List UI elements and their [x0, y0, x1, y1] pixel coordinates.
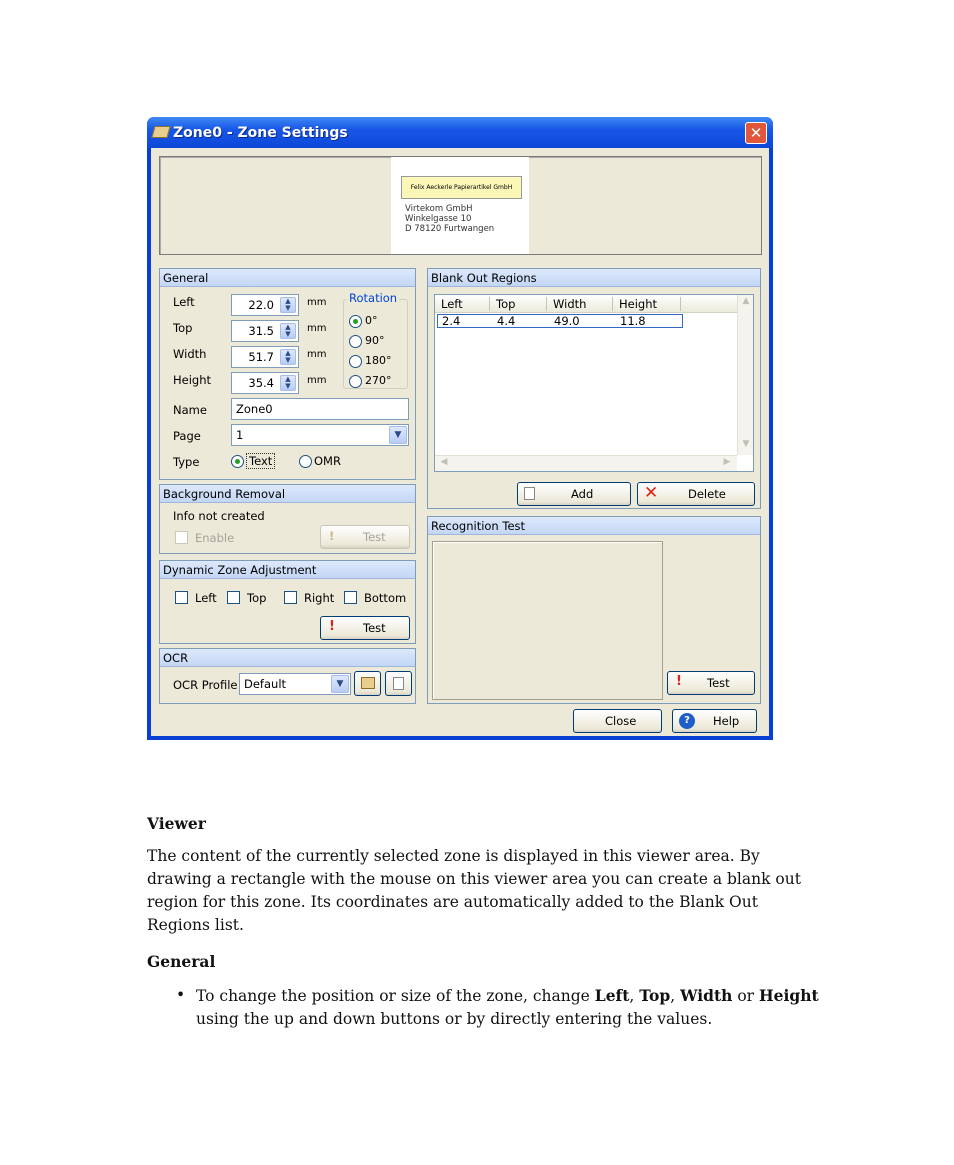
delete-region-button[interactable] [637, 482, 755, 506]
close-button[interactable] [573, 709, 662, 733]
rotation-270-label: 270° [365, 374, 392, 387]
width-label: Width [173, 347, 207, 361]
bullet-text-start: To change the position or size of the zone, change [196, 987, 590, 1005]
help-button-label: Help [713, 714, 740, 728]
blank-out-title: Blank Out Regions [428, 269, 760, 287]
dza-bottom-label: Bottom [364, 591, 407, 605]
general-bullet [196, 984, 836, 1031]
rotation-90-radio[interactable] [349, 335, 362, 348]
viewer-heading: Viewer [147, 814, 206, 833]
bullet-left: Left [594, 986, 630, 1005]
viewer-address: Virtekom GmbH Winkelgasse 10 D 78120 Furtwangen [405, 204, 495, 234]
rotation-0-radio[interactable] [349, 315, 362, 328]
left-spinner[interactable] [231, 294, 299, 316]
bullet-sep: , [629, 987, 635, 1005]
page-select-value: 1 [236, 428, 244, 442]
dza-top-checkbox[interactable] [227, 591, 240, 604]
new-profile-button[interactable] [385, 671, 412, 696]
type-label: Type [173, 455, 200, 469]
cell-height: 11.8 [620, 314, 646, 328]
enable-checkbox[interactable] [175, 531, 188, 544]
zone-icon [151, 126, 170, 138]
height-spinner[interactable] [231, 372, 299, 394]
bullet-height: Height [759, 986, 819, 1005]
spin-updown-icon[interactable]: ▲ ▼ [280, 323, 296, 339]
general-heading: General [147, 952, 216, 971]
dza-top-label: Top [247, 591, 267, 605]
spin-updown-icon[interactable]: ▲ ▼ [280, 297, 296, 313]
col-width-header[interactable]: Width [553, 297, 587, 311]
ocr-title: OCR [160, 649, 415, 667]
cell-top: 4.4 [497, 314, 516, 328]
delete-region-label: Delete [688, 487, 726, 501]
vertical-scrollbar[interactable] [737, 295, 753, 455]
spin-updown-icon[interactable]: ▲ ▼ [280, 375, 296, 391]
rotation-0-label: 0° [365, 314, 378, 327]
viewer-document-image [391, 157, 529, 254]
add-region-button[interactable] [517, 482, 631, 506]
recognition-test-title: Recognition Test [428, 517, 760, 535]
background-removal-panel [159, 484, 416, 554]
col-height-header[interactable]: Height [619, 297, 658, 311]
ocr-profile-select[interactable] [239, 673, 351, 695]
exclamation-icon: ! [329, 529, 335, 543]
exclamation-icon: ! [676, 674, 682, 689]
zone-viewer[interactable] [159, 156, 762, 255]
delete-x-icon: ✕ [644, 483, 659, 503]
width-unit: mm [307, 349, 327, 360]
height-value: 35.4 [248, 376, 274, 390]
name-label: Name [173, 403, 207, 417]
viewer-paragraph: The content of the currently selected zone is displayed in this viewer area. By drawing a rectangle with the mouse on this viewer area you can create a blank out region for this zone. Its coordinates are automatically added to the Blank Out Regions list. [147, 847, 801, 934]
scroll-up-icon[interactable]: ▲ [742, 296, 750, 306]
background-test-button[interactable] [320, 525, 410, 549]
help-button[interactable] [672, 709, 757, 733]
left-value: 22.0 [248, 298, 274, 312]
cell-width: 49.0 [554, 314, 580, 328]
type-text-radio[interactable] [231, 455, 244, 468]
bullet-or: or [737, 987, 755, 1005]
rotation-180-label: 180° [365, 354, 392, 367]
top-value: 31.5 [248, 324, 274, 338]
add-icon [524, 487, 535, 500]
edit-profile-icon [361, 677, 375, 689]
dza-test-button[interactable] [320, 616, 410, 640]
background-info: Info not created [173, 509, 265, 523]
top-label: Top [173, 321, 193, 335]
col-top-header[interactable]: Top [496, 297, 516, 311]
bullet-top: Top [639, 986, 671, 1005]
bullet-text-end: using the up and down buttons or by directly entering the values. [196, 1010, 713, 1028]
bullet-width: Width [680, 986, 733, 1005]
scroll-right-icon[interactable]: ▶ [723, 457, 731, 467]
dialog-client [151, 148, 769, 736]
viewer-label-line: Felix Aeckerle Papierartikel GmbH [401, 176, 522, 199]
col-divider [612, 297, 613, 311]
dza-right-checkbox[interactable] [284, 591, 297, 604]
rotation-270-radio[interactable] [349, 375, 362, 388]
type-text-label: Text [246, 453, 275, 469]
edit-profile-button[interactable] [354, 671, 381, 696]
col-divider [546, 297, 547, 311]
type-omr-label: OMR [314, 454, 341, 468]
recognition-test-button[interactable] [667, 671, 755, 695]
dza-bottom-checkbox[interactable] [344, 591, 357, 604]
recognition-test-label: Test [707, 676, 730, 690]
bullet-dot: • [176, 986, 186, 1004]
rotation-180-radio[interactable] [349, 355, 362, 368]
rotation-title: Rotation [349, 291, 398, 305]
background-test-label: Test [363, 530, 386, 544]
page-select[interactable] [231, 424, 409, 446]
dynamic-zone-panel [159, 560, 416, 644]
dza-test-label: Test [363, 621, 386, 635]
chevron-down-icon[interactable]: ▼ [389, 426, 407, 444]
blank-out-list[interactable] [434, 294, 754, 472]
ocr-profile-value: Default [244, 677, 287, 691]
add-region-label: Add [571, 487, 594, 501]
dynamic-zone-title: Dynamic Zone Adjustment [160, 561, 415, 579]
window-title: Zone0 - Zone Settings [173, 125, 348, 141]
blank-out-panel [427, 268, 761, 509]
chevron-down-icon[interactable]: ▼ [331, 675, 349, 693]
help-icon: ? [679, 713, 695, 729]
horizontal-scrollbar[interactable] [435, 455, 737, 471]
general-panel-title: General [160, 269, 415, 287]
top-unit: mm [307, 323, 327, 334]
width-spinner[interactable] [231, 346, 299, 368]
zone-settings-window [147, 117, 773, 740]
col-divider [680, 297, 681, 311]
left-unit: mm [307, 297, 327, 308]
recognition-result-area [432, 541, 663, 700]
height-label: Height [173, 373, 212, 387]
enable-label: Enable [195, 531, 235, 545]
close-button-label: Close [605, 714, 637, 728]
type-omr-radio[interactable] [299, 455, 312, 468]
page-label: Page [173, 429, 201, 443]
background-removal-title: Background Removal [160, 485, 415, 503]
exclamation-icon: ! [329, 619, 335, 634]
ocr-profile-label: OCR Profile [173, 678, 238, 692]
dza-right-label: Right [304, 591, 335, 605]
rotation-90-label: 90° [365, 334, 385, 347]
top-spinner[interactable] [231, 320, 299, 342]
title-bar[interactable] [147, 117, 773, 148]
name-input-value: Zone0 [236, 402, 273, 416]
width-value: 51.7 [248, 350, 274, 364]
bullet-sep: , [670, 987, 676, 1005]
dza-left-label: Left [195, 591, 217, 605]
general-panel [159, 268, 416, 480]
col-left-header[interactable]: Left [441, 297, 463, 311]
spin-updown-icon[interactable]: ▲ ▼ [280, 349, 296, 365]
col-divider [489, 297, 490, 311]
scroll-down-icon[interactable]: ▼ [742, 439, 750, 449]
ocr-panel [159, 648, 416, 704]
table-row[interactable] [437, 314, 683, 328]
height-unit: mm [307, 375, 327, 386]
recognition-test-panel [427, 516, 761, 704]
cell-left: 2.4 [442, 314, 461, 328]
scroll-left-icon[interactable]: ◀ [440, 457, 448, 467]
name-input[interactable] [231, 398, 409, 420]
new-document-icon [393, 677, 404, 690]
left-label: Left [173, 295, 195, 309]
close-icon[interactable]: ✕ [745, 122, 767, 144]
dza-left-checkbox[interactable] [175, 591, 188, 604]
